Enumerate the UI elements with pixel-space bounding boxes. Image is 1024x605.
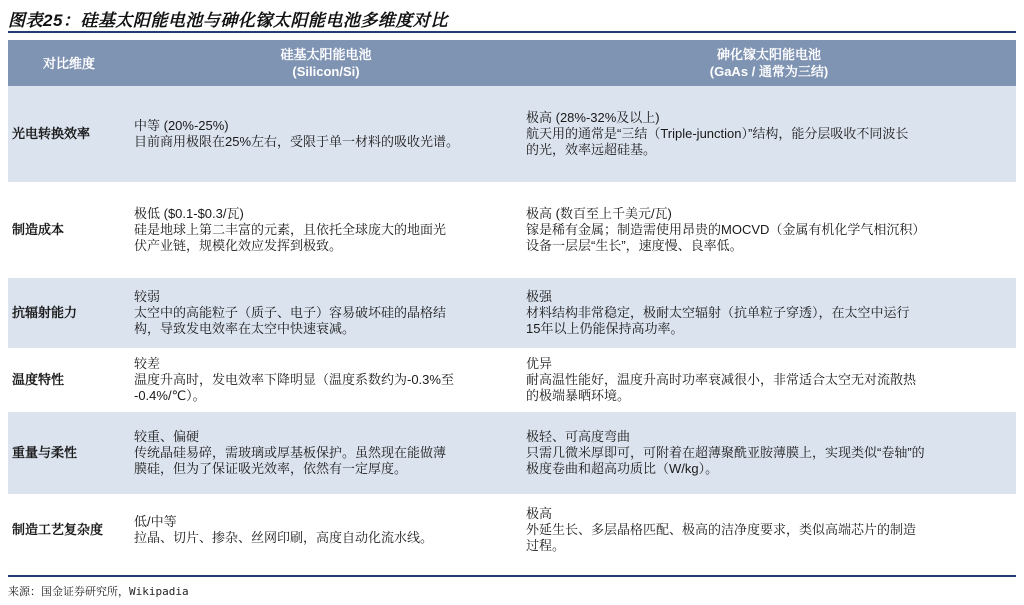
cell-text-line: 优异 xyxy=(526,356,553,371)
row-dimension-label: 制造成本 xyxy=(12,222,65,237)
table-row xyxy=(8,278,1016,348)
cell-text-line: 构，导致发电效率在太空中快速衰减。 xyxy=(134,321,356,336)
header-silicon xyxy=(130,40,522,86)
cell-text-line: 耐高温性能好，温度升高时功率衰减很小，非常适合太空无对流散热 xyxy=(526,372,917,387)
cell-text-line: 膜硅，但为了保证吸光效率，依然有一定厚度。 xyxy=(134,461,408,476)
cell-text-line: 镓是稀有金属；制造需使用昂贵的MOCVD（金属有机化学气相沉积） xyxy=(526,222,926,237)
header-silicon-line: (Silicon/Si) xyxy=(292,64,360,79)
header-dimension: 对比维度 xyxy=(8,40,130,86)
cell-text-line: 硅是地球上第二丰富的元素，且依托全球庞大的地面光 xyxy=(134,222,447,237)
header-gaas-line: (GaAs / 通常为三结) xyxy=(709,64,829,79)
row-dimension-label: 制造工艺复杂度 xyxy=(12,522,104,537)
cell-text-line: 极低 ($0.1-$0.3/瓦) xyxy=(134,206,244,221)
cell-text-line: 极高 (28%-32%及以上) xyxy=(526,110,660,125)
cell-text-line: 材料结构非常稳定，极耐太空辐射（抗单粒子穿透），在太空中运行 xyxy=(526,305,910,320)
cell-text-line: 的光，效率远超硅基。 xyxy=(526,142,657,157)
document-title: 图表25：硅基太阳能电池与砷化镓太阳能电池多维度对比 xyxy=(8,11,448,30)
cell-text-line: 航天用的通常是“三结（Triple-junction）”结构，能分层吸收不同波长 xyxy=(526,126,909,141)
cell-text-line: 中等 (20%-25%) xyxy=(134,118,229,133)
cell-text-line: -0.4%/℃）。 xyxy=(134,388,206,403)
header-silicon-line: 硅基太阳能电池 xyxy=(280,47,372,62)
cell-text-line: 较差 xyxy=(134,356,161,371)
cell-text-line: 伏产业链，规模化效应发挥到极致。 xyxy=(134,238,343,253)
cell-text-line: 极轻、可高度弯曲 xyxy=(526,429,631,444)
table-row xyxy=(8,494,1016,566)
row-dimension-label: 抗辐射能力 xyxy=(8,278,130,348)
cell-text-line: 传统晶硅易碎，需玻璃或厚基板保护。虽然现在能做薄 xyxy=(134,445,447,460)
header-gaas xyxy=(522,40,1016,86)
table-header-row xyxy=(8,40,1016,86)
silicon-cell xyxy=(130,278,522,348)
cell-text-line: 极强 xyxy=(526,289,553,304)
cell-text-line: 极高 xyxy=(526,506,553,521)
cell-text-line: 极度卷曲和超高功质比（W/kg）。 xyxy=(526,461,719,476)
cell-text-line: 15年以上仍能保持高功率。 xyxy=(526,321,684,336)
gaas-cell xyxy=(522,182,1016,278)
gaas-cell xyxy=(522,412,1016,494)
table-row xyxy=(8,86,1016,182)
cell-text-line: 设备一层层“生长”，速度慢、良率低。 xyxy=(526,238,743,253)
silicon-cell xyxy=(130,494,522,566)
cell-text-line: 的极端暴晒环境。 xyxy=(526,388,631,403)
row-dimension-label: 光电转换效率 xyxy=(8,86,130,182)
cell-text-line: 目前商用极限在25%左右，受限于单一材料的吸收光谱。 xyxy=(134,134,460,149)
cell-text-line: 温度升高时，发电效率下降明显（温度系数约为-0.3%至 xyxy=(134,372,454,387)
gaas-cell xyxy=(522,86,1016,182)
table-row xyxy=(8,182,1016,278)
silicon-cell xyxy=(130,348,522,412)
source-note: 来源：国金证券研究所，Wikipadia xyxy=(8,585,189,598)
gaas-cell xyxy=(522,348,1016,412)
table-row xyxy=(8,412,1016,494)
title-divider xyxy=(8,31,1016,33)
cell-text-line: 只需几微米厚即可，可附着在超薄聚酰亚胺薄膜上，实现类似“卷轴”的 xyxy=(526,445,925,460)
cell-text-line: 拉晶、切片、掺杂、丝网印刷，高度自动化流水线。 xyxy=(134,530,434,545)
table-row xyxy=(8,348,1016,412)
header-gaas-line: 砷化镓太阳能电池 xyxy=(716,47,821,62)
cell-text-line: 太空中的高能粒子（质子、电子）容易破坏硅的晶格结 xyxy=(134,305,447,320)
cell-text-line: 过程。 xyxy=(526,538,566,553)
silicon-cell xyxy=(130,86,522,182)
cell-text-line: 低/中等 xyxy=(134,514,177,529)
cell-text-line: 外延生长、多层晶格匹配、极高的洁净度要求，类似高端芯片的制造 xyxy=(526,522,917,537)
row-dimension-label: 温度特性 xyxy=(12,372,65,387)
cell-text-line: 较弱 xyxy=(134,289,161,304)
gaas-cell xyxy=(522,278,1016,348)
comparison-table xyxy=(8,40,1016,566)
table-body xyxy=(8,86,1016,566)
row-dimension-label: 重量与柔性 xyxy=(8,412,130,494)
silicon-cell xyxy=(130,182,522,278)
bottom-divider xyxy=(8,575,1016,577)
cell-text-line: 较重、偏硬 xyxy=(134,429,200,444)
silicon-cell xyxy=(130,412,522,494)
cell-text-line: 极高 (数百至上千美元/瓦) xyxy=(526,206,672,221)
gaas-cell xyxy=(522,494,1016,566)
